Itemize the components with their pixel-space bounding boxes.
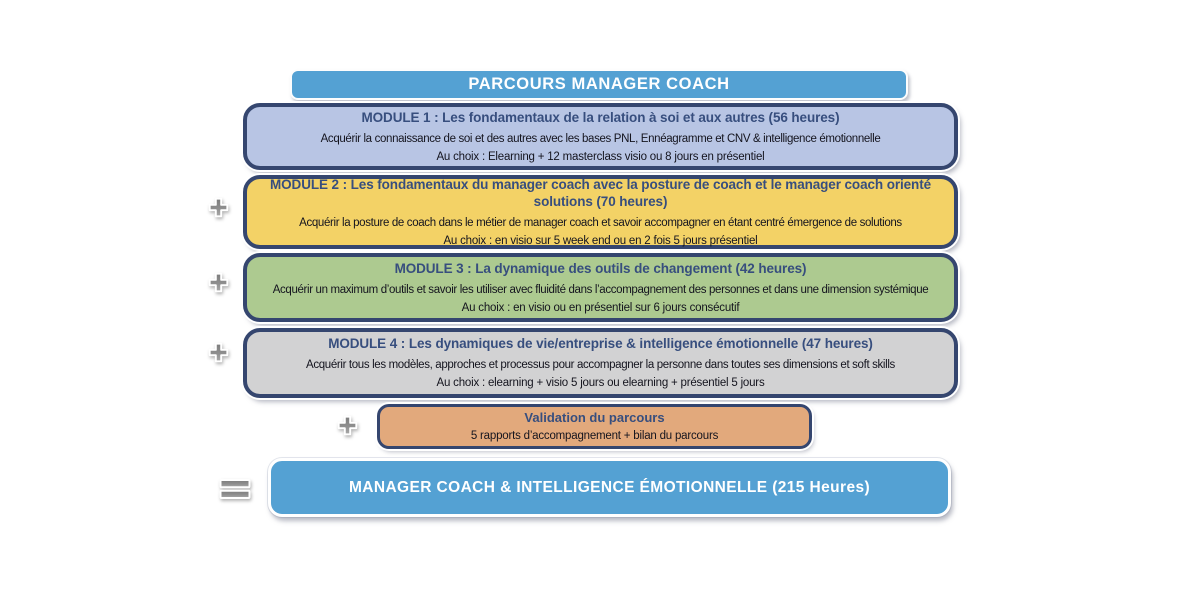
module-4-title: MODULE 4 : Les dynamiques de vie/entreprise & intelligence émotionnelle (47 heures) xyxy=(328,336,873,351)
module-2-choice: Au choix : en visio sur 5 week end ou en 2 fois 5 jours présentiel xyxy=(443,234,758,247)
module-4-box xyxy=(243,328,958,398)
plus-icon xyxy=(207,341,230,364)
module-4-choice: Au choix : elearning + visio 5 jours ou elearning + présentiel 5 jours xyxy=(436,377,765,389)
result-title: MANAGER COACH & INTELLIGENCE ÉMOTIONNELLE (215 Heures) xyxy=(348,478,871,496)
module-1-title: MODULE 1 : Les fondamentaux de la relation à soi et aux autres (56 heures) xyxy=(361,109,840,125)
module-3-box xyxy=(243,253,958,322)
module-3-choice: Au choix : en visio ou en présentiel sur 6 jours consécutif xyxy=(461,301,740,314)
validation-description: 5 rapports d’accompagnement + bilan du parcours xyxy=(470,429,719,442)
plus-icon xyxy=(207,196,230,219)
module-2-box xyxy=(243,175,958,249)
parcours-header-title: PARCOURS MANAGER COACH xyxy=(468,75,730,93)
plus-icon xyxy=(207,271,230,294)
module-4-description: Acquérir tous les modèles, approches et processus pour accompagner la personne dans toutes ses dimensions et soft skills xyxy=(306,359,895,371)
plus-icon xyxy=(336,414,359,437)
result-box xyxy=(268,458,951,517)
validation-box xyxy=(377,404,812,449)
module-1-choice: Au choix : Elearning + 12 masterclass visio ou 8 jours en présentiel xyxy=(436,150,765,163)
equals-icon xyxy=(218,477,252,501)
parcours-header xyxy=(290,69,908,100)
validation-title: Validation du parcours xyxy=(524,409,665,425)
module-2-description: Acquérir la posture de coach dans le métier de manager coach et savoir accompagner en étant centré émergence de solutions xyxy=(299,216,902,229)
module-1-box xyxy=(243,103,958,170)
module-2-title: MODULE 2 : Les fondamentaux du manager coach avec la posture de coach et le manager coach orienté solutions (70 heures) xyxy=(270,176,931,209)
module-3-description: Acquérir un maximum d’outils et savoir les utiliser avec fluidité dans l’accompagnement des personnes et dans une dimension systémique xyxy=(272,283,929,296)
module-3-title: MODULE 3 : La dynamique des outils de changement (42 heures) xyxy=(394,260,807,276)
module-1-description: Acquérir la connaissance de soi et des autres avec les bases PNL, Ennéagramme et CNV & intelligence émotionnelle xyxy=(320,132,881,145)
